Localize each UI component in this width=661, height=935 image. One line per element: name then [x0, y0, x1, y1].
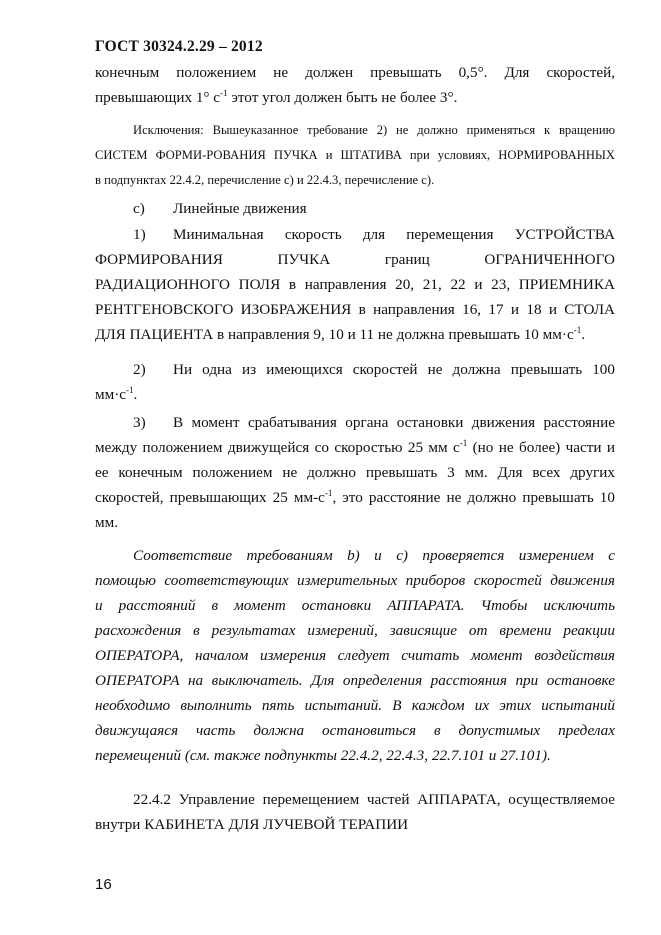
text-line: превышающих 1° $с^{-1}$ этот угол должен быть не более 3°. [95, 88, 458, 106]
text-line: ДЛЯ ПАЦИЕНТА в направления 9, 10 и 11 не должна превышать 10 $мм\cdot с^{-1}$. [95, 325, 585, 343]
text-line: и расстояний в момент остановки АППАРАТА. Чтобы исключить [95, 597, 615, 614]
list-item-3 [95, 410, 615, 535]
text-line: $мм\cdot с^{-1}$. [95, 385, 138, 403]
text-line: ее конечным положением не должно превышать 3 мм. Для всех других [95, 464, 615, 481]
page-number: 16 [95, 876, 112, 893]
item-label: 2) [133, 361, 146, 378]
text-line: необходимо выполнить пять испытаний. В каждом их этих испытаний [95, 697, 615, 714]
list-item-c [95, 196, 615, 221]
section-22-4-2 [95, 787, 615, 837]
text-line: перемещений (см. также подпункты 22.4.2, 22.4.3, 22.7.101 и 27.101). [95, 747, 551, 764]
exception-note [95, 118, 615, 193]
text-line: ОПЕРАТОРА на выключатель. Для определения расстояния при остановке [95, 672, 615, 689]
text-line: между положением движущейся со скоростью 25 мм $с^{-1}$ (но не более) части и [95, 438, 615, 456]
text-line: Соответствие требованиям b) и c) проверяется измерением с [133, 547, 615, 564]
text-line: ОПЕРАТОРА, началом измерения следует считать момент воздействия [95, 647, 615, 664]
item-text: Линейные движения [173, 200, 307, 217]
text-line: РЕНТГЕНОВСКОГО ИЗОБРАЖЕНИЯ в направления 16, 17 и 18 и СТОЛА [95, 301, 615, 318]
text-line: Ни одна из имеющихся скоростей не должна превышать 100 [173, 361, 615, 378]
text-line: конечным положением не должен превышать 0,5°. Для скоростей, [95, 64, 615, 81]
text-line: помощью соответствующих измерительных приборов скоростей движения [95, 572, 615, 589]
section-heading: 22.4.2 Управление перемещением частей АППАРАТА, осуществляемое [133, 791, 615, 808]
text-line: мм. [95, 514, 119, 531]
text-line: расхождения в результатах измерений, зависящие от времени реакции [95, 622, 615, 639]
text-line: движущаяся часть должна остановиться в допустимых пределах [95, 722, 615, 739]
compliance-paragraph [95, 543, 615, 768]
list-item-1 [95, 222, 615, 347]
text-line: Минимальная скорость для перемещения УСТРОЙСТВА [173, 226, 615, 243]
text-line: в подпунктах 22.4.2, перечисление с) и 22.4.3, перечисление с). [95, 173, 435, 187]
list-item-2 [95, 357, 615, 407]
text-line: внутри КАБИНЕТА ДЛЯ ЛУЧЕВОЙ ТЕРАПИИ [95, 816, 409, 833]
paragraph-continuation [95, 60, 615, 110]
text-line: СИСТЕМ ФОРМИ-РОВАНИЯ ПУЧКА и ШТАТИВА при условиях, НОРМИРОВАННЫХ [95, 148, 615, 162]
item-label: 3) [133, 414, 146, 431]
text-line: РАДИАЦИОННОГО ПОЛЯ в направления 20, 21, 22 и 23, ПРИЕМНИКА [95, 276, 615, 293]
item-label: 1) [133, 226, 146, 243]
item-label: c) [133, 200, 145, 217]
text-line: скоростей, превышающих 25 $мм-с^{-1}$, это расстояние не должно превышать 10 [95, 488, 615, 506]
text-line: ФОРМИРОВАНИЯ ПУЧКА границ ОГРАНИЧЕННОГО [95, 251, 615, 268]
text-line: В момент срабатывания органа остановки движения расстояние [173, 414, 615, 431]
text-line: Исключения: Вышеуказанное требование 2) не должно применяться к вращению [133, 123, 615, 137]
document-header: ГОСТ 30324.2.29 – 2012 [95, 38, 263, 55]
